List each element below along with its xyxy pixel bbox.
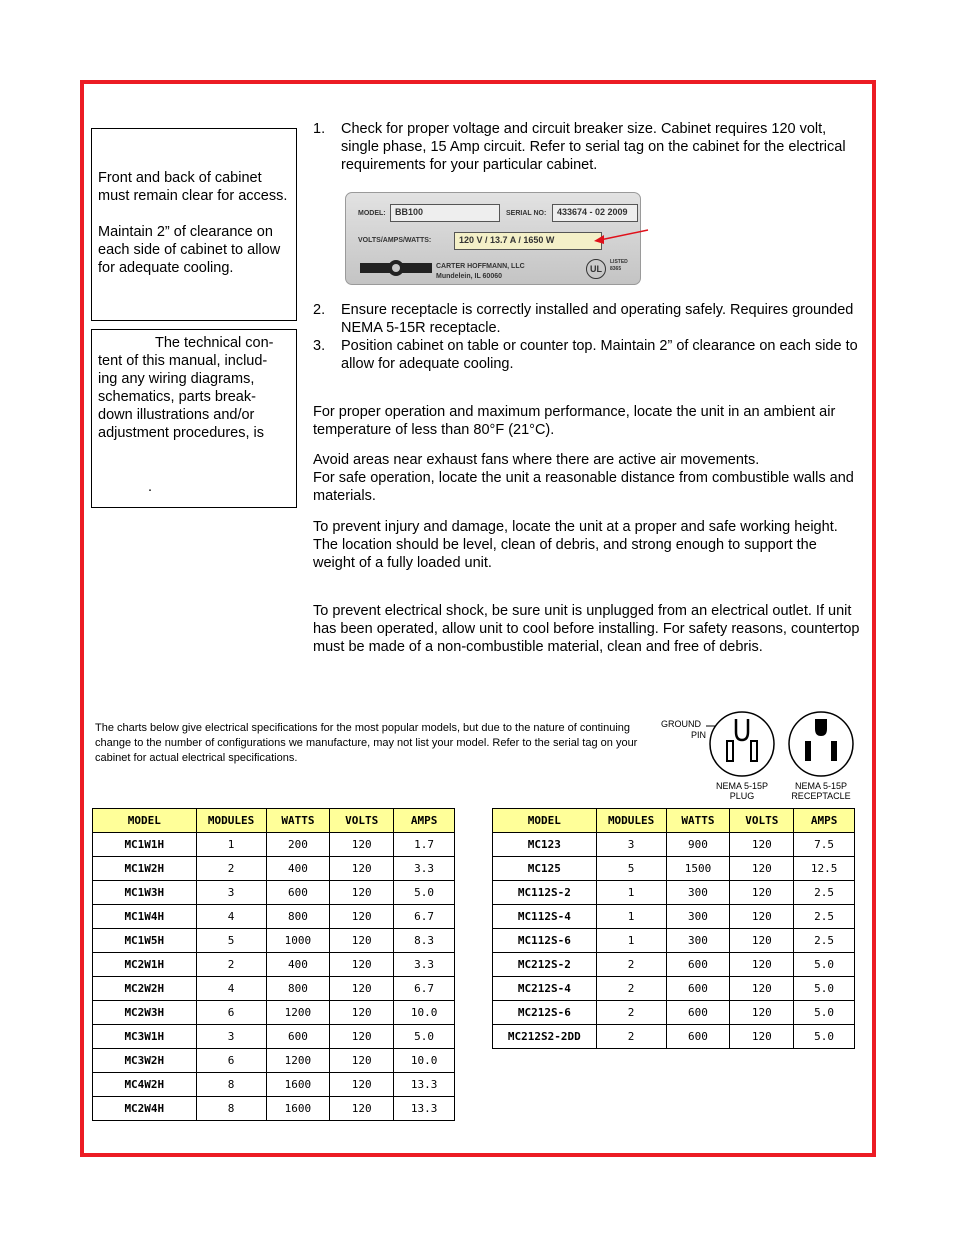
table-row — [93, 881, 455, 905]
tag-company: CARTER HOFFMANN, LLC — [436, 263, 525, 270]
table-cell: 1600 — [266, 1097, 330, 1121]
table-cell: 3.3 — [394, 953, 455, 977]
table-cell: 120 — [730, 977, 794, 1001]
table-row — [93, 977, 455, 1001]
table-cell: 120 — [730, 1001, 794, 1025]
tag-serial-label: SERIAL NO: — [506, 210, 547, 217]
table-header-row — [93, 809, 455, 833]
electrical-shock-paragraph: To prevent electrical shock, be sure unit is unplugged from an electrical outlet. If unit has been operated, allow unit to cool before installing. For safety reasons, countertop must be made of a non-combustible material, clean and free of debris. — [313, 603, 860, 655]
note-line: tent of this manual, includ- — [98, 353, 268, 369]
plug-label: NEMA 5-15P — [715, 781, 769, 791]
table-cell: MC125 — [493, 857, 597, 881]
tag-vaw-label: VOLTS/AMPS/WATTS: — [358, 237, 432, 244]
ul-logo-icon: UL — [586, 259, 606, 279]
carter-hoffmann-logo — [360, 259, 432, 277]
ambient-temperature-paragraph: For proper operation and maximum performance, locate the unit in an ambient air temperature of less than 80°F (21°C). — [313, 404, 836, 438]
table-cell: 5.0 — [394, 881, 455, 905]
table-cell: MC1W2H — [93, 857, 197, 881]
table-cell: 120 — [730, 857, 794, 881]
column-header: AMPS — [794, 809, 855, 833]
step-text: Ensure receptacle is correctly installed and operating safely. Requires grounded NEMA 5-15R receptacle. — [341, 302, 854, 336]
table-cell: 120 — [730, 833, 794, 857]
table-cell: MC2W2H — [93, 977, 197, 1001]
electrical-spec-table-right — [492, 808, 855, 1049]
tag-model-value: BB100 — [390, 204, 500, 222]
table-cell: 2.5 — [794, 881, 855, 905]
table-cell: 120 — [730, 929, 794, 953]
plug-label: PLUG — [729, 791, 755, 801]
table-cell: 1600 — [266, 1073, 330, 1097]
table-cell: 3.3 — [394, 857, 455, 881]
table-cell: 1200 — [266, 1049, 330, 1073]
table-cell: 120 — [330, 1097, 394, 1121]
note-line: ing any wiring diagrams, — [98, 371, 255, 387]
table-cell: 300 — [666, 905, 730, 929]
table-cell: 5.0 — [794, 977, 855, 1001]
table-cell: 5.0 — [794, 953, 855, 977]
table-cell: 8 — [196, 1073, 266, 1097]
table-cell: 120 — [330, 881, 394, 905]
table-cell: 600 — [666, 977, 730, 1001]
table-cell: MC4W2H — [93, 1073, 197, 1097]
clearance-note-access: Front and back of cabinet must remain clear for access. — [98, 170, 288, 204]
charts-note: The charts below give electrical specifications for the most popular models, but due to the nature of continuing change to the number of configurations we manufacture, may not list your model. Refer to the serial tag on your cabinet for actual electrical specifications. — [95, 722, 638, 764]
column-header: MODEL — [93, 809, 197, 833]
table-cell: 1.7 — [394, 833, 455, 857]
column-header: MODEL — [493, 809, 597, 833]
table-cell: 800 — [266, 977, 330, 1001]
table-cell: 600 — [666, 953, 730, 977]
table-cell: 120 — [330, 833, 394, 857]
table-cell: 600 — [266, 1025, 330, 1049]
clearance-note-box — [91, 128, 297, 321]
table-row — [93, 929, 455, 953]
table-row — [93, 857, 455, 881]
table-cell: 2 — [596, 977, 666, 1001]
table-cell: 2 — [196, 953, 266, 977]
table-cell: MC1W4H — [93, 905, 197, 929]
table-cell: 6.7 — [394, 905, 455, 929]
table-cell: MC2W3H — [93, 1001, 197, 1025]
table-cell: 6 — [196, 1001, 266, 1025]
table-row — [93, 1097, 455, 1121]
step-number: 3. — [313, 338, 326, 354]
tag-vaw-value: 120 V / 13.7 A / 1650 W — [454, 232, 602, 250]
table-cell: 600 — [666, 1001, 730, 1025]
table-cell: MC112S-4 — [493, 905, 597, 929]
table-cell: 6 — [196, 1049, 266, 1073]
injury-paragraph: To prevent injury and damage, locate the unit at a proper and safe working height. The location should be level, clean of debris, and strong enough to support the weight of a fully loaded unit. — [313, 519, 838, 571]
table-cell: 5.0 — [794, 1025, 855, 1049]
ground-pin-label: PIN — [690, 730, 706, 740]
table-cell: MC3W1H — [93, 1025, 197, 1049]
table-cell: 4 — [196, 905, 266, 929]
step-number: 2. — [313, 302, 326, 318]
table-cell: 5 — [196, 929, 266, 953]
table-row — [93, 833, 455, 857]
table-row — [493, 929, 855, 953]
table-cell: 6.7 — [394, 977, 455, 1001]
table-cell: 1 — [596, 905, 666, 929]
table-cell: 2.5 — [794, 905, 855, 929]
table-cell: 10.0 — [394, 1049, 455, 1073]
column-header: VOLTS — [730, 809, 794, 833]
table-cell: 4 — [196, 977, 266, 1001]
table-cell: 120 — [730, 905, 794, 929]
table-cell: 12.5 — [794, 857, 855, 881]
table-cell: 200 — [266, 833, 330, 857]
note-line: adjustment procedures, is — [98, 425, 265, 441]
nema-receptacle-icon — [786, 710, 858, 780]
table-cell: 2.5 — [794, 929, 855, 953]
table-cell: 120 — [330, 929, 394, 953]
table-cell: 120 — [330, 1025, 394, 1049]
technical-content-note-box — [91, 329, 297, 508]
table-cell: 120 — [330, 977, 394, 1001]
tag-listed: LISTED — [610, 259, 628, 265]
table-cell: 13.3 — [394, 1097, 455, 1121]
table-cell: 2 — [596, 1025, 666, 1049]
column-header: MODULES — [596, 809, 666, 833]
table-row — [93, 1001, 455, 1025]
table-cell: MC112S-6 — [493, 929, 597, 953]
note-line: down illustrations and/or — [98, 407, 255, 423]
table-cell: 8 — [196, 1097, 266, 1121]
table-row — [493, 977, 855, 1001]
table-cell: MC3W2H — [93, 1049, 197, 1073]
table-cell: MC1W5H — [93, 929, 197, 953]
table-cell: 600 — [666, 1025, 730, 1049]
table-cell: MC1W3H — [93, 881, 197, 905]
combustible-paragraph: For safe operation, locate the unit a reasonable distance from combustible walls and materials. — [313, 470, 854, 504]
table-cell: 8.3 — [394, 929, 455, 953]
step-number: 1. — [313, 121, 326, 137]
nema-plug-icon — [700, 710, 780, 780]
table-cell: 400 — [266, 857, 330, 881]
electrical-spec-table-left — [92, 808, 455, 1121]
table-cell: 7.5 — [794, 833, 855, 857]
table-row — [493, 881, 855, 905]
table-cell: 120 — [730, 953, 794, 977]
table-cell: 13.3 — [394, 1073, 455, 1097]
table-row — [493, 1025, 855, 1049]
table-cell: 1500 — [666, 857, 730, 881]
table-cell: 3 — [196, 881, 266, 905]
table-cell: 3 — [596, 833, 666, 857]
table-row — [493, 1001, 855, 1025]
table-cell: 3 — [196, 1025, 266, 1049]
table-row — [93, 1073, 455, 1097]
table-cell: 120 — [330, 1073, 394, 1097]
installation-step-1 — [313, 120, 858, 174]
table-row — [493, 833, 855, 857]
table-cell: MC2W1H — [93, 953, 197, 977]
clearance-note-cooling: Maintain 2” of clearance on each side of cabinet to allow for adequate cooling. — [98, 224, 281, 276]
tag-serial-value: 433674 - 02 2009 — [552, 204, 638, 222]
table-cell: 300 — [666, 881, 730, 905]
table-cell: 5.0 — [394, 1025, 455, 1049]
table-row — [493, 953, 855, 977]
table-cell: 10.0 — [394, 1001, 455, 1025]
table-cell: 120 — [330, 953, 394, 977]
installation-steps-2-3 — [313, 301, 858, 373]
table-cell: MC212S-6 — [493, 1001, 597, 1025]
table-cell: 5.0 — [794, 1001, 855, 1025]
tag-listed-number: 8365 — [610, 266, 622, 272]
table-cell: 1000 — [266, 929, 330, 953]
table-cell: MC212S-2 — [493, 953, 597, 977]
table-cell: 300 — [666, 929, 730, 953]
table-cell: 600 — [266, 881, 330, 905]
column-header: MODULES — [196, 809, 266, 833]
red-arrow-icon — [590, 226, 650, 248]
table-cell: 400 — [266, 953, 330, 977]
table-row — [93, 953, 455, 977]
table-cell: MC212S-4 — [493, 977, 597, 1001]
column-header: WATTS — [266, 809, 330, 833]
table-cell: 5 — [596, 857, 666, 881]
note-line: . — [148, 479, 153, 495]
note-line: schematics, parts break- — [98, 389, 256, 405]
table-cell: 120 — [330, 905, 394, 929]
table-cell: MC212S2-2DD — [493, 1025, 597, 1049]
column-header: VOLTS — [330, 809, 394, 833]
tag-model-label: MODEL: — [358, 210, 386, 217]
table-cell: 2 — [596, 1001, 666, 1025]
table-cell: 2 — [196, 857, 266, 881]
step-text: Position cabinet on table or counter top. Maintain 2” of clearance on each side to allow for adequate cooling. — [341, 338, 858, 372]
table-cell: 1 — [196, 833, 266, 857]
table-cell: MC123 — [493, 833, 597, 857]
table-cell: 900 — [666, 833, 730, 857]
table-row — [493, 857, 855, 881]
table-cell: 800 — [266, 905, 330, 929]
table-row — [93, 1049, 455, 1073]
exhaust-fans-paragraph: Avoid areas near exhaust fans where there are active air movements. — [313, 452, 760, 468]
table-cell: 2 — [596, 953, 666, 977]
table-cell: MC2W4H — [93, 1097, 197, 1121]
table-cell: 1 — [596, 929, 666, 953]
table-cell: MC1W1H — [93, 833, 197, 857]
table-cell: 120 — [330, 1049, 394, 1073]
table-row — [93, 1025, 455, 1049]
table-cell: 120 — [730, 881, 794, 905]
table-cell: 120 — [330, 1001, 394, 1025]
table-cell: MC112S-2 — [493, 881, 597, 905]
table-header-row — [493, 809, 855, 833]
column-header: WATTS — [666, 809, 730, 833]
receptacle-label: RECEPTACLE — [791, 791, 851, 801]
table-cell: 120 — [730, 1025, 794, 1049]
table-cell: 120 — [330, 857, 394, 881]
step-text: Check for proper voltage and circuit breaker size. Cabinet requires 120 volt, single phase, 15 Amp circuit. Refer to serial tag on the cabinet for the electrical requirements for your particular cabinet. — [341, 121, 846, 173]
table-row — [493, 905, 855, 929]
table-cell: 1 — [596, 881, 666, 905]
note-line: The technical con- — [155, 335, 274, 351]
receptacle-label: NEMA 5-15P — [794, 781, 848, 791]
ground-pin-label: GROUND — [661, 719, 701, 729]
column-header: AMPS — [394, 809, 455, 833]
tag-address: Mundelein, IL 60060 — [436, 273, 503, 280]
table-cell: 1200 — [266, 1001, 330, 1025]
table-row — [93, 905, 455, 929]
